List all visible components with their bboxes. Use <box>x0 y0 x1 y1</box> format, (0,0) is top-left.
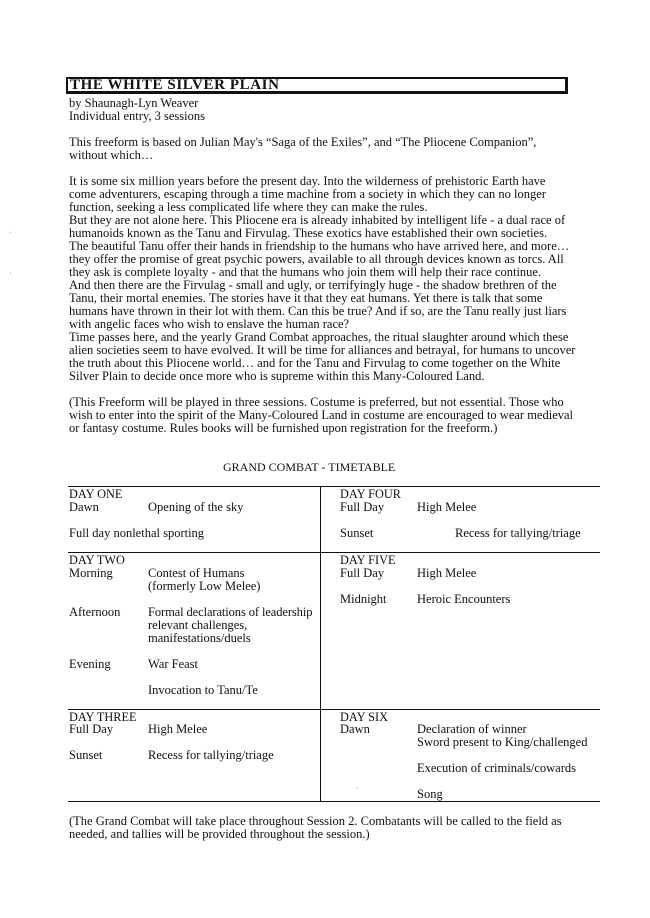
time-label: Morning <box>69 566 113 580</box>
event-label: War Feast <box>148 657 199 671</box>
story-line: The beautiful Tanu offer their hands in friendship to the humans who have arrived here, and more… <box>69 239 570 253</box>
event-label: Formal declarations of leadership <box>148 605 313 619</box>
time-label: Sunset <box>69 748 103 762</box>
table-rule-row1 <box>68 552 600 553</box>
story-line: function, seeking a less complicated life where they can make the rules. <box>69 200 428 214</box>
entry-line: Individual entry, 3 sessions <box>69 109 205 123</box>
story-line: with angelic faces who wish to enslave the human race? <box>69 317 350 331</box>
event-label: manifestations/duels <box>148 631 251 645</box>
story-line: Time passes here, and the yearly Grand Combat approaches, the ritual slaughter around which these <box>69 330 569 344</box>
time-label: Sunset <box>340 526 374 540</box>
intro-line: without which… <box>69 148 154 162</box>
story-line: But they are not alone here. This Pliocene era is already inhabited by intelligent life - a dual race of <box>69 213 566 227</box>
story-line: And then there are the Firvulag - small and ugly, or terrifyingly huge - the shadow brethren of the <box>69 278 557 292</box>
intro-line: This freeform is based on Julian May's “Saga of the Exiles”, and “The Pliocene Companion”, <box>69 135 537 149</box>
event-label: High Melee <box>148 722 208 736</box>
day-six-heading: DAY SIX <box>340 710 388 724</box>
event-label: Execution of criminals/cowards <box>417 761 576 775</box>
timetable-heading: GRAND COMBAT - TIMETABLE <box>223 460 396 474</box>
time-label: Full Day <box>340 566 385 580</box>
note-line: wish to enter into the spirit of the Many-Coloured Land in costume are encouraged to wear medieval <box>69 408 574 422</box>
time-label: Dawn <box>69 500 99 514</box>
event-label: (formerly Low Melee) <box>148 579 261 593</box>
event-label: relevant challenges, <box>148 618 248 632</box>
table-rule-row2 <box>68 709 600 710</box>
table-rule-top <box>68 486 600 487</box>
event-label: Recess for tallying/triage <box>455 526 581 540</box>
time-label: Evening <box>69 657 111 671</box>
story-line: Tanu, their mortal enemies. The stories have it that they eat humans. Yet there is talk that some <box>69 291 543 305</box>
story-line: humanoids known as the Tanu and Firvulag. These exotics have established their own societies. <box>69 226 548 240</box>
story-line: they ask is complete loyalty - and that the humans who join them will help their race continue. <box>69 265 542 279</box>
event-label: Recess for tallying/triage <box>148 748 274 762</box>
story-line: come adventurers, escaping through a time machine from a society in which they can no longer <box>69 187 546 201</box>
table-column-divider <box>320 486 321 802</box>
time-label: Full Day <box>340 500 385 514</box>
day-three-heading: DAY THREE <box>69 710 137 724</box>
story-line: alien societies seem to have evolved. It will be time for alliances and betrayal, for humans to uncover <box>69 343 576 357</box>
day-one-heading: DAY ONE <box>69 487 123 501</box>
event-label: Full day nonlethal sporting <box>69 526 205 540</box>
scan-mark: ˌ <box>9 265 12 274</box>
event-label: Contest of Humans <box>148 566 245 580</box>
event-label: Heroic Encounters <box>417 592 511 606</box>
time-label: Afternoon <box>69 605 121 619</box>
day-five-heading: DAY FIVE <box>340 553 396 567</box>
footer-line: needed, and tallies will be provided throughout the session.) <box>69 827 370 841</box>
event-label: Declaration of winner <box>417 722 527 736</box>
document-title: THE WHITE SILVER PLAIN <box>70 77 280 93</box>
story-line: It is some six million years before the present day. Into the wilderness of prehistoric Earth have <box>69 174 546 188</box>
time-label: Full Day <box>69 722 114 736</box>
time-label: Midnight <box>340 592 387 606</box>
note-line: (This Freeform will be played in three sessions. Costume is preferred, but not essential. Those who <box>69 395 564 409</box>
day-two-heading: DAY TWO <box>69 553 125 567</box>
scan-mark: ˌ <box>9 224 12 233</box>
event-label: High Melee <box>417 500 477 514</box>
story-line: humans have thrown in their lot with them. Can this be true? And if so, are the Tanu really just liars <box>69 304 567 318</box>
note-line: or fantasy costume. Rules books will be furnished upon registration for the freeform.) <box>69 421 498 435</box>
time-label: Dawn <box>340 722 370 736</box>
story-line: Silver Plain to decide once more who is supreme within this Many-Coloured Land. <box>69 369 485 383</box>
table-rule-bottom <box>68 801 600 802</box>
story-line: the truth about this Pliocene world… and for the Tanu and Firvulag to come together on the White <box>69 356 561 370</box>
author-line: by Shaunagh-Lyn Weaver <box>69 96 199 110</box>
day-four-heading: DAY FOUR <box>340 487 401 501</box>
event-label: Opening of the sky <box>148 500 244 514</box>
event-label: Sword present to King/challenged <box>417 735 588 749</box>
scan-mark: ˌ <box>356 780 359 789</box>
story-line: they offer the promise of great psychic powers, available to all through devices known as torcs. All <box>69 252 564 266</box>
event-label: Invocation to Tanu/Te <box>148 683 258 697</box>
event-label: High Melee <box>417 566 477 580</box>
event-label: Song <box>417 787 443 801</box>
footer-line: (The Grand Combat will take place throughout Session 2. Combatants will be called to the field as <box>69 814 562 828</box>
